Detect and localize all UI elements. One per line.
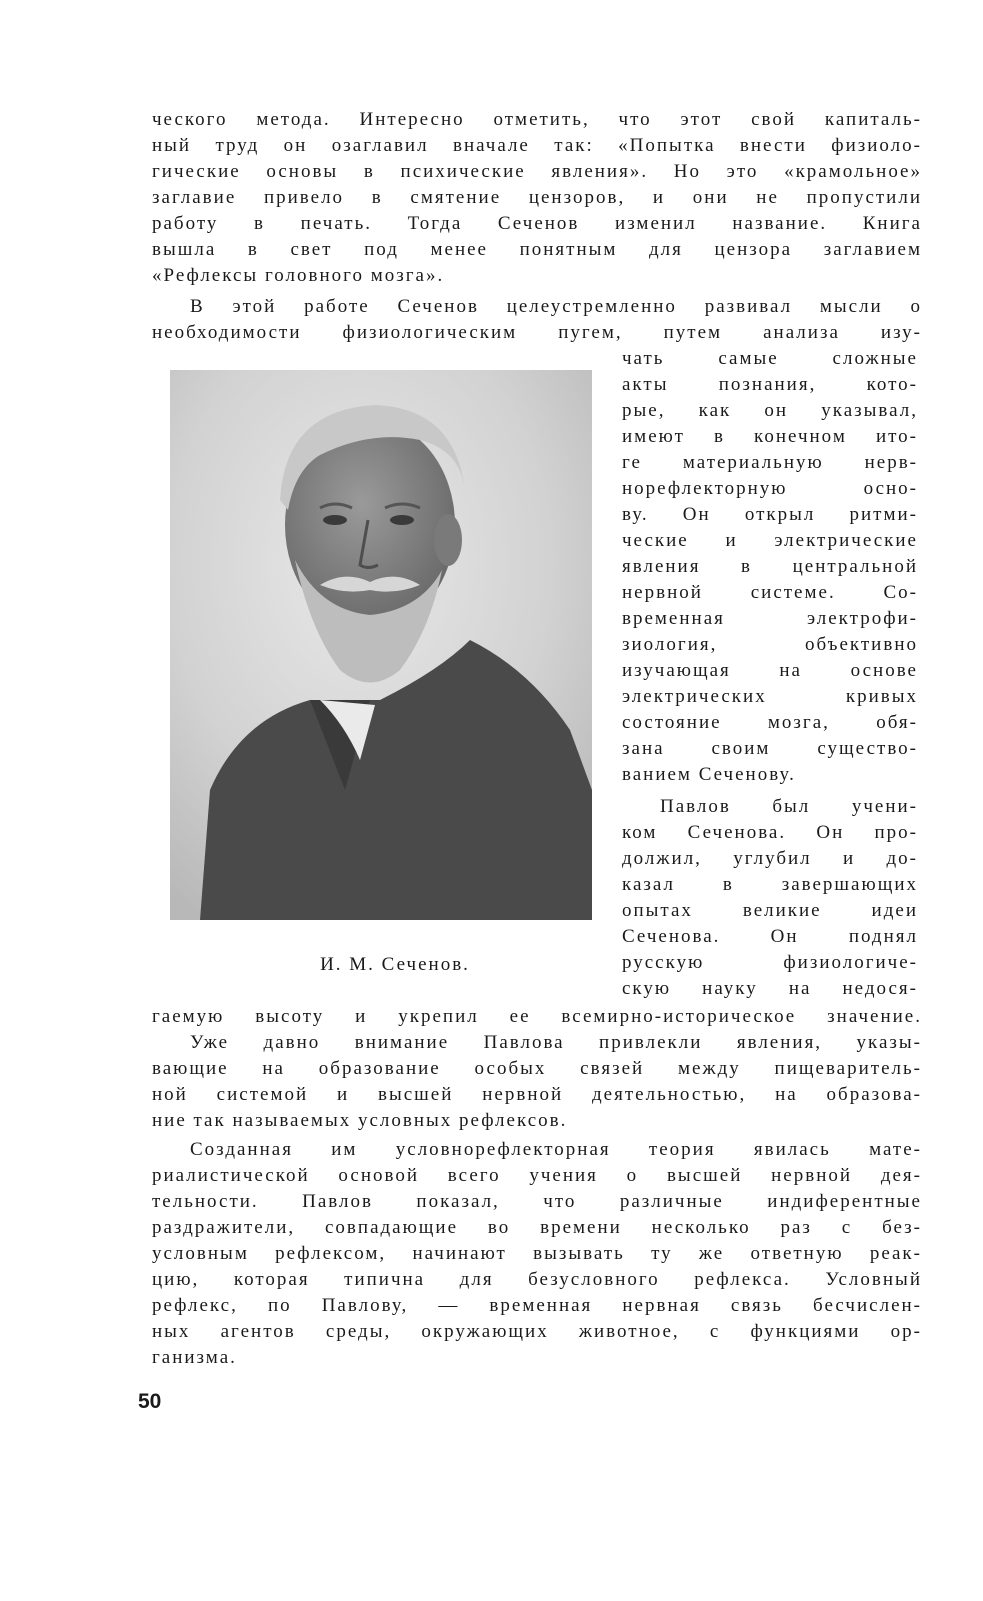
text-line: ный труд он озаглавил вначале так: «Попытка внести физиоло- bbox=[152, 135, 922, 156]
text-line: нервной системе. Со- bbox=[622, 582, 918, 603]
text-line: «Рефлексы головного мозга». bbox=[152, 265, 445, 286]
text-line: изучающая на основе bbox=[622, 660, 918, 681]
text-line: ге материальную нерв- bbox=[622, 452, 918, 473]
text-line: Павлов был учени- bbox=[660, 796, 918, 817]
text-line: гаемую высоту и укрепил ее всемирно-историческое значение. bbox=[152, 1006, 922, 1027]
text-line: цию, которая типична для безусловного рефлекса. Условный bbox=[152, 1269, 922, 1290]
text-line: зана своим существо- bbox=[622, 738, 918, 759]
text-line: вышла в свет под менее понятным для цензора заглавием bbox=[152, 239, 922, 260]
text-line: имеют в конечном ито- bbox=[622, 426, 918, 447]
text-line: казал в завершающих bbox=[622, 874, 918, 895]
text-line: работу в печать. Тогда Сеченов изменил название. Книга bbox=[152, 213, 922, 234]
text-line: гические основы в психические явления». Но это «крамольное» bbox=[152, 161, 922, 182]
portrait-photo bbox=[170, 370, 592, 920]
text-line: состояние мозга, обя- bbox=[622, 712, 918, 733]
text-line: тельности. Павлов показал, что различные индиферентные bbox=[152, 1191, 922, 1212]
text-line: Созданная им условнорефлекторная теория явилась мате- bbox=[190, 1139, 922, 1160]
page-number: 50 bbox=[138, 1390, 162, 1413]
text-line: чать самые сложные bbox=[622, 348, 918, 369]
text-line: В этой работе Сеченов целеустремленно развивал мысли о bbox=[190, 296, 922, 317]
text-line: электрических кривых bbox=[622, 686, 918, 707]
text-line: русскую физиологиче- bbox=[622, 952, 918, 973]
text-line: явления в центральной bbox=[622, 556, 918, 577]
text-line: условным рефлексом, начинают вызывать ту же ответную реак- bbox=[152, 1243, 922, 1264]
text-line: скую науку на недося- bbox=[622, 978, 918, 999]
text-line: риалистической основой всего учения о высшей нервной дея- bbox=[152, 1165, 922, 1186]
text-line: ву. Он открыл ритми- bbox=[622, 504, 918, 525]
text-line: ганизма. bbox=[152, 1347, 237, 1368]
text-line: ние так называемых условных рефлексов. bbox=[152, 1110, 568, 1131]
text-line: Уже давно внимание Павлова привлекли явления, указы- bbox=[190, 1032, 922, 1053]
text-line: ных агентов среды, окружающих животное, с функциями ор- bbox=[152, 1321, 922, 1342]
text-line: акты познания, кото- bbox=[622, 374, 918, 395]
text-line: зиология, объективно bbox=[622, 634, 918, 655]
text-line: вающие на образование особых связей между пищеваритель- bbox=[152, 1058, 922, 1079]
text-line: должил, углубил и до- bbox=[622, 848, 918, 869]
text-line: необходимости физиологическим пугем, путем анализа изу- bbox=[152, 322, 922, 343]
text-line: ком Сеченова. Он про- bbox=[622, 822, 918, 843]
text-line: заглавие привело в смятение цензоров, и они не пропустили bbox=[152, 187, 922, 208]
text-line: рые, как он указывал, bbox=[622, 400, 918, 421]
portrait-caption: И. М. Сеченов. bbox=[320, 954, 470, 975]
text-line: опытах великие идеи bbox=[622, 900, 918, 921]
text-line: рефлекс, по Павлову, — временная нервная связь бесчислен- bbox=[152, 1295, 922, 1316]
text-line: ческие и электрические bbox=[622, 530, 918, 551]
text-line: ной системой и высшей нервной деятельностью, на образова- bbox=[152, 1084, 922, 1105]
text-line: норефлекторную осно- bbox=[622, 478, 918, 499]
text-line: Сеченова. Он поднял bbox=[622, 926, 918, 947]
text-line: ческого метода. Интересно отметить, что этот свой капиталь- bbox=[152, 109, 922, 130]
text-line: временная электрофи- bbox=[622, 608, 918, 629]
text-line: ванием Сеченову. bbox=[622, 764, 796, 785]
text-line: раздражители, совпадающие во времени несколько раз с без- bbox=[152, 1217, 922, 1238]
